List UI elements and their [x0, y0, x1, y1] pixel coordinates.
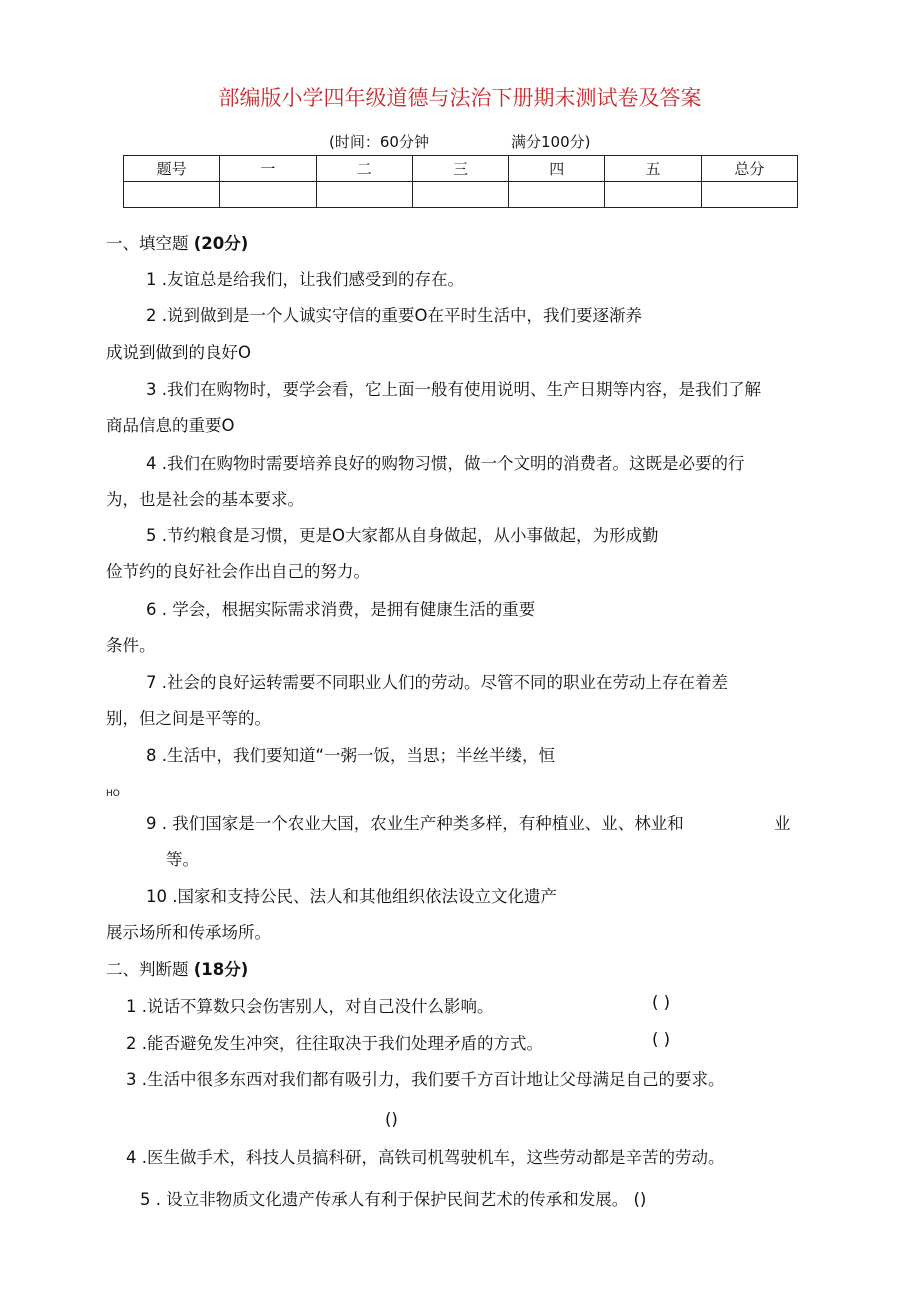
score-header-cell: 二 [316, 156, 412, 182]
judge-question-line: 5 . 设立非物质文化遗产传承人有利于保护民间艺术的传承和发展。 () [140, 1190, 647, 1209]
score-table [123, 155, 798, 208]
fill-question-line: 业 [774, 814, 791, 833]
fill-question-line: 为，也是社会的基本要求。 [106, 490, 304, 509]
score-value-cell[interactable] [701, 182, 797, 208]
fill-question-line: 俭节约的良好社会作出自己的努力。 [106, 562, 370, 581]
section-1-title: 一、填空题 [106, 234, 189, 253]
score-table-header-row [124, 156, 798, 182]
exam-full-score: 满分100分) [511, 133, 591, 151]
fill-question-line: 展示场所和传承场所。 [106, 923, 271, 942]
score-header-cell: 一 [220, 156, 316, 182]
fill-question-line: 1 .友谊总是给我们，让我们感受到的存在。 [146, 270, 464, 289]
score-value-cell[interactable] [124, 182, 220, 208]
judge-question-line: 2 .能否避免发生冲突，往往取决于我们处理矛盾的方式。 [126, 1034, 543, 1053]
judge-question-line: 3 .生活中很多东西对我们都有吸引力，我们要千方百计地让父母满足自己的要求。 [126, 1070, 725, 1089]
fill-question-line: HO [106, 789, 120, 799]
fill-question-line: 10 .国家和支持公民、法人和其他组织依法设立文化遗产 [146, 887, 557, 906]
page-title: 部编版小学四年级道德与法治下册期末测试卷及答案 [218, 86, 702, 110]
fill-question-line: 6 . 学会，根据实际需求消费，是拥有健康生活的重要 [146, 600, 536, 619]
fill-question-line: 等。 [166, 850, 199, 869]
score-header-cell: 五 [605, 156, 701, 182]
section-2-heading [106, 956, 248, 980]
fill-question-line: 3 .我们在购物时，要学会看，它上面一般有使用说明、生产日期等内容，是我们了解 [146, 380, 761, 399]
score-header-cell: 四 [509, 156, 605, 182]
fill-question-line: 成说到做到的良好O [106, 343, 251, 362]
section-1-points: (20分) [193, 234, 249, 253]
fill-question-line: 8 .生活中，我们要知道“一粥一饭，当思；半丝半缕，恒 [146, 746, 556, 765]
score-value-cell[interactable] [509, 182, 605, 208]
judge-question-line: 1 .说话不算数只会伤害别人，对自己没什么影响。 [126, 997, 494, 1016]
answer-bracket[interactable]: () [385, 1110, 398, 1129]
fill-question-line: 条件。 [106, 636, 156, 655]
fill-question-line: 别，但之间是平等的。 [106, 709, 271, 728]
score-value-cell[interactable] [412, 182, 508, 208]
answer-bracket[interactable]: ( ) [652, 1030, 671, 1049]
fill-question-line: 商品信息的重要O [106, 416, 235, 435]
fill-question-line: 9 . 我们国家是一个农业大国，农业生产种类多样，有种植业、业、林业和 [146, 814, 684, 833]
judge-question-line: 4 .医生做手术，科技人员搞科研，高铁司机驾驶机车，这些劳动都是辛苦的劳动。 [126, 1148, 725, 1167]
score-value-cell[interactable] [316, 182, 412, 208]
exam-time: (时间：60分钟 [329, 133, 429, 151]
fill-question-line: 5 .节约粮食是习惯，更是O大家都从自身做起，从小事做起，为形成勤 [146, 526, 659, 545]
score-value-cell[interactable] [220, 182, 316, 208]
fill-question-line: 7 .社会的良好运转需要不同职业人们的劳动。尽管不同的职业在劳动上存在着差 [146, 673, 728, 692]
score-value-cell[interactable] [605, 182, 701, 208]
fill-question-line: 2 .说到做到是一个人诚实守信的重要O在平时生活中，我们要逐渐养 [146, 306, 642, 325]
score-header-cell: 三 [412, 156, 508, 182]
section-2-title: 二、判断题 [106, 960, 189, 979]
score-table-value-row [124, 182, 798, 208]
fill-question-line: 4 .我们在购物时需要培养良好的购物习惯，做一个文明的消费者。这既是必要的行 [146, 454, 745, 473]
section-1-heading [106, 230, 248, 254]
score-header-cell: 总分 [701, 156, 797, 182]
answer-bracket[interactable]: ( ) [652, 993, 671, 1012]
section-2-points: (18分) [193, 960, 249, 979]
score-header-cell: 题号 [124, 156, 220, 182]
